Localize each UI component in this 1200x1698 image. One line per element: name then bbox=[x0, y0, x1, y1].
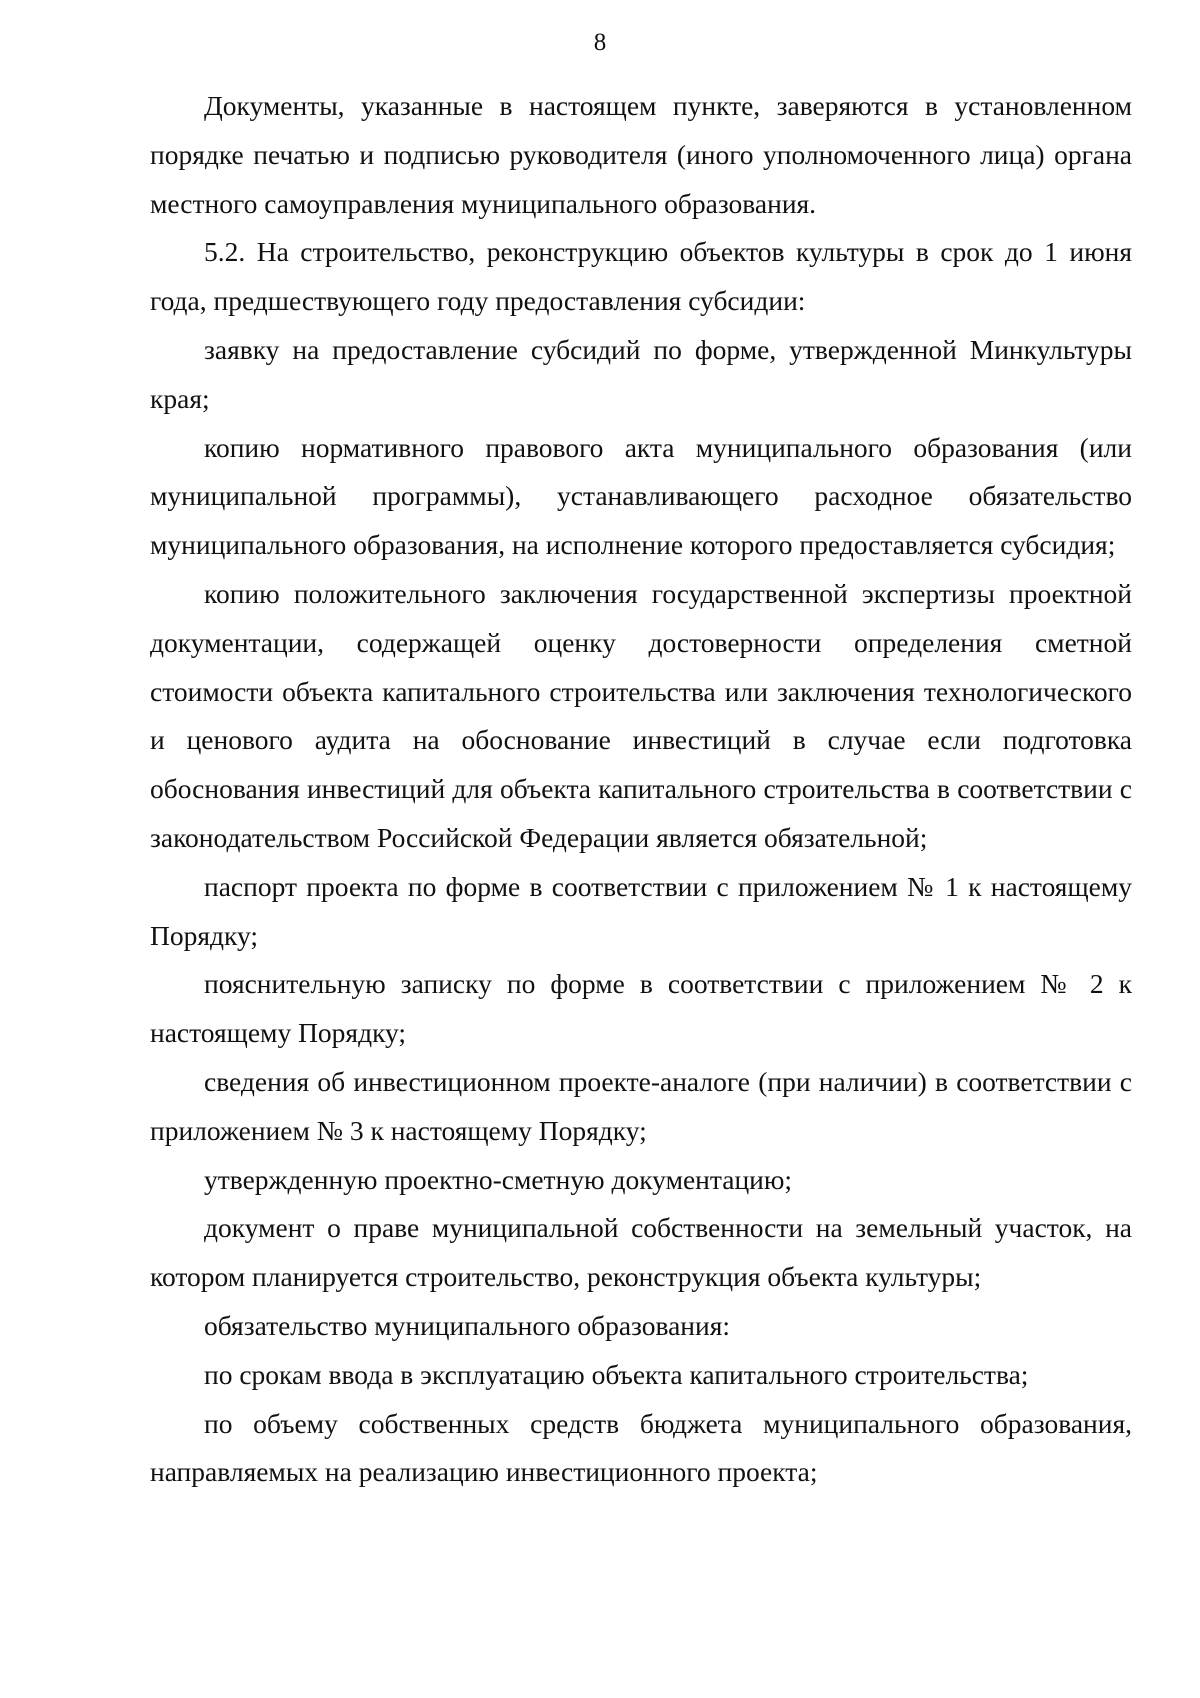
page-body bbox=[150, 82, 1132, 1497]
page-number: 8 bbox=[593, 29, 607, 56]
paragraph-commissioning-terms: по срокам ввода в эксплуатацию объекта капитального строительства; bbox=[204, 1358, 1029, 1390]
paragraph-documents-certification: Документы, указанные в настоящем пункте, заверяются в установленном порядке печатью и подписью руководителя (иного уполномоченного лица) органа местного самоуправления муниципального образования. bbox=[150, 90, 1132, 219]
paragraph-subsidy-application: заявку на предоставление субсидий по форме, утвержденной Минкультуры края; bbox=[150, 333, 1132, 414]
paragraph-expertise-conclusion: копию положительного заключения государственной экспертизы проектной документации, содержащей оценку достоверности определения сметной стоимости объекта капитального строительства или заключения технологического и ценового аудита на обоснование инвестиций в случае если подготовка обоснования инвестиций для объекта капитального строительства в соответствии с законодательством Российской Федерации является обязательной; bbox=[150, 577, 1132, 853]
paragraph-clause-5-2: 5.2. На строительство, реконструкцию объектов культуры в срок до 1 июня года, предшествующего году предоставления субсидии: bbox=[150, 236, 1132, 317]
paragraph-own-funds-volume: по объему собственных средств бюджета муниципального образования, направляемых на реализацию инвестиционного проекта; bbox=[150, 1407, 1132, 1488]
paragraph-municipal-obligation: обязательство муниципального образования: bbox=[204, 1309, 731, 1341]
paragraph-analog-project: сведения об инвестиционном проекте-аналоге (при наличии) в соответствии с приложением № 3 к настоящему Порядку; bbox=[150, 1065, 1132, 1146]
paragraph-explanatory-note: пояснительную записку по форме в соответствии с приложением № 2 к настоящему Порядку; bbox=[150, 968, 1132, 1049]
paragraph-approved-documentation: утвержденную проектно-сметную документацию; bbox=[204, 1163, 793, 1195]
paragraph-land-ownership: документ о праве муниципальной собственности на земельный участок, на котором планируется строительство, реконструкция объекта культуры; bbox=[150, 1212, 1132, 1293]
paragraph-project-passport: паспорт проекта по форме в соответствии с приложением № 1 к настоящему Порядку; bbox=[150, 870, 1132, 951]
paragraph-normative-act-copy: копию нормативного правового акта муниципального образования (или муниципальной программы), устанавливающего расходное обязательство муниципального образования, на исполнение которого предоставляется субсидия; bbox=[150, 431, 1132, 561]
